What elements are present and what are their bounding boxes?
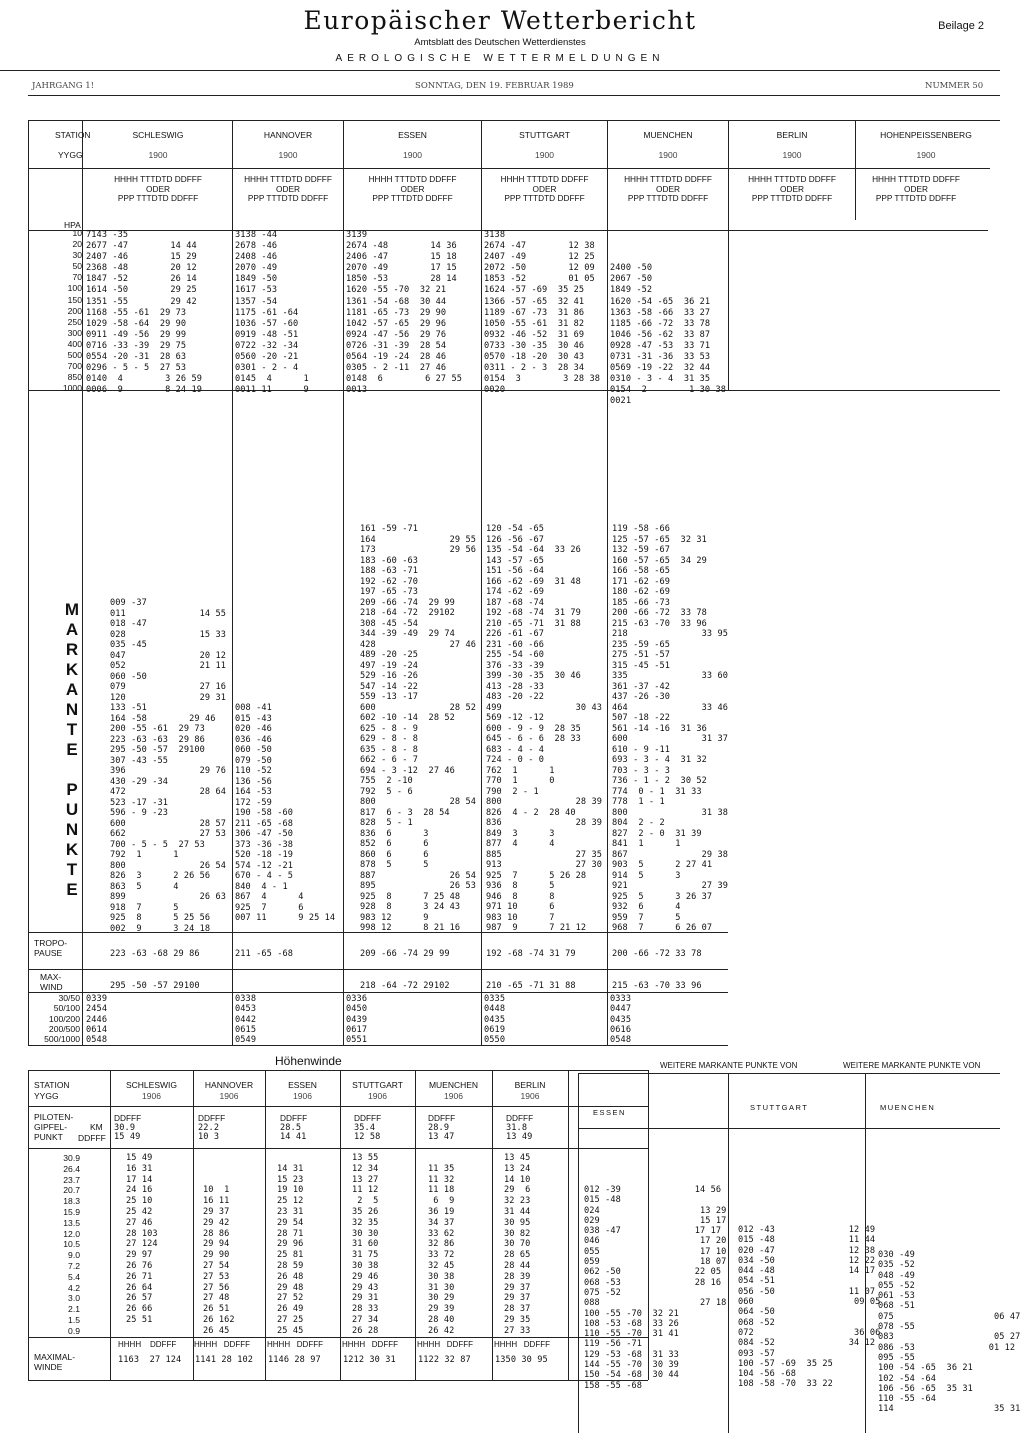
maxwind-label: MAX- WIND — [40, 972, 63, 992]
standard-data-schleswig: 7143 -35 2677 -47 14 44 2407 -46 15 29 2368 -48 20 12 1847 -52 26 14 1614 -50 29 25 1351 -55 29 42 1168 -55 -61 29 73 1029 -58 -64 29 90 0911 -49 -56 29 99 0716 -33 -39 29 75 0554 -20 -31 28 63 0296 - 5 - 5 27 53 0140 4 3 26 59 0006 9 8 24 19 — [86, 230, 203, 396]
ddfff-label: DDFFF — [446, 1340, 473, 1349]
hoehen-max-rule — [28, 1337, 648, 1338]
layer-labels — [30, 993, 80, 1044]
gipfel-schleswig — [114, 1112, 141, 1141]
gipfel-value: 13 47 — [428, 1131, 455, 1142]
maxwinde-stuttgart — [343, 1356, 396, 1365]
hoehen-yygg-berlin: 1906 — [520, 1091, 540, 1101]
markante-letter: E — [66, 740, 78, 759]
col-header-line1: HHHH TTTDTD DDFFF — [500, 174, 589, 184]
header-rule — [0, 70, 1000, 71]
col-header-line3: PPP TTTDTD DDFFF — [875, 193, 957, 203]
max-hdr-schleswig — [118, 1340, 176, 1349]
hhhh-label: HHHH — [194, 1340, 218, 1349]
station-hannover: HANNOVER — [263, 130, 313, 140]
issue-date: SONNTAG, DEN 19. FEBRUAR 1989 — [415, 81, 574, 91]
max-hdr-muenchen — [417, 1340, 473, 1349]
markante-data-stuttgart: 120 -54 -65 126 -56 -67 135 -54 -64 33 26 143 -57 -65 151 -56 -64 166 -62 -69 31 48 174 -62 -69 187 -68 -74 192 -68 -74 31 79 210 -65 -71 31 88 226 -61 -67 231 -60 -66 255 -54 -60 376 -33 -39 399 -30 -35 30 46 413 -28 -33 483 -20 -22 499 30 43 569 -12 -12 600 - 9 - 9 28 35 645 - 6 - 6 28 33 683 - 4 - 4 724 - 0 - 0 762 1 1 770 1 0 790 2 - 1 800 28 39 826 4 - 2 28 40 836 28 39 849 3 3 877 4 4 885 27 35 913 27 30 925 7 5 26 28 936 8 5 946 8 8 971 10 6 983 10 7 987 9 7 21 12 — [486, 524, 603, 933]
markante-data-schleswig: 009 -37 011 14 55 018 -47 028 15 33 035 -45 047 20 12 052 21 11 060 -50 079 27 16 120 29 31 133 -51 164 -58 29 46 200 -55 -61 29 73 223 -63 -63 29 86 295 -50 -57 29100 307 -43 -55 396 29 76 430 -29 -34 472 28 64 523 -17 -31 596 - 9 -23 600 28 57 662 27 53 700 - 5 - 5 27 53 792 1 1 800 26 54 826 3 2 26 56 863 5 4 899 26 63 918 7 5 925 8 5 25 56 002 9 3 24 18 — [110, 598, 227, 934]
maxwinde-hannover — [195, 1356, 253, 1365]
weitere-title-2: WEITERE MARKANTE PUNKTE VON — [843, 1061, 981, 1070]
top-table-left — [28, 120, 29, 1045]
col-header-line1: HHHH TTTDTD DDFFF — [872, 174, 960, 184]
weitere-stuttgart-data: 012 -43 12 49 015 -48 11 44 020 -47 12 38 034 -50 12 22 044 -48 14 17 054 -51 056 -50 11 07 060 09 05 064 -50 068 -52 072 36 06 084 -52 34 12 093 -57 100 -57 -69 35 25 104 -56 -68 108 -58 -70 33 22 — [738, 1225, 881, 1390]
markante-data-hannover: 008 -41 015 -43 020 -46 036 -46 060 -50 079 -50 110 -52 136 -56 164 -53 172 -59 190 -58 -60 211 -65 -68 306 -47 -50 373 -36 -38 520 -18 -19 574 -12 -21 670 - 4 - 5 840 4 - 1 867 4 4 925 7 6 007 11 9 25 14 — [235, 703, 336, 923]
km-label: KM — [90, 1122, 103, 1132]
gipfel-ddfff: DDFFF — [428, 1113, 456, 1123]
hoehen-values-essen: 14 31 15 23 19 10 25 12 23 31 29 54 28 71 29 96 25 81 28 59 26 48 29 48 27 52 26 49 27 25 25 45 — [277, 1163, 304, 1336]
hoehen-values-muenchen: 11 35 11 32 11 18 6 9 36 19 34 37 33 62 32 86 33 72 32 45 30 38 31 30 30 29 29 39 28 40 26 42 — [428, 1163, 455, 1336]
col-header-essen — [344, 175, 481, 204]
hoehenwinde-title: Höhenwinde — [275, 1054, 342, 1068]
max-hdr-berlin — [494, 1340, 550, 1349]
gipfel-muenchen — [428, 1112, 455, 1141]
maximalwinde-label: MAXIMAL- WINDE — [34, 1352, 76, 1372]
hpa-levels — [32, 228, 82, 394]
hpa-level: 100 — [67, 283, 82, 294]
hoehen-yygg-stuttgart: 1906 — [368, 1091, 387, 1101]
hoehen-station-muenchen: MUENCHEN — [428, 1080, 479, 1090]
station-muenchen: MUENCHEN — [643, 130, 693, 140]
hhhh-label: HHHH — [267, 1340, 291, 1349]
gipfel-essen — [280, 1112, 307, 1141]
col-header-line2: ODER — [656, 183, 680, 194]
hpa-level: 1000 — [62, 383, 82, 394]
col-header-line3: PPP TTTDTD DDFFF — [117, 193, 199, 203]
piloten-label: PILOTEN- GIPFEL- PUNKT — [34, 1112, 74, 1142]
weitere-essen-label: ESSEN — [593, 1108, 626, 1117]
markante-letter: N — [65, 820, 79, 839]
hoehen-col-4 — [415, 1070, 416, 1380]
col-header-line1: HHHH TTTDTD DDFFF — [624, 174, 712, 184]
km-level: 30.9 — [63, 1153, 80, 1163]
col-header-line3: PPP TTTDTD DDFFF — [751, 193, 833, 203]
hoehen-col-3 — [340, 1070, 341, 1380]
layer-label: 200/500 — [48, 1023, 80, 1034]
report-title: Europäischer Wetterbericht — [303, 6, 697, 35]
maxwinde-ddfff: 30 31 — [369, 1355, 396, 1365]
layer-label: 30/50 — [58, 993, 80, 1003]
markante-letter: A — [65, 620, 79, 639]
label-col-rule — [82, 120, 83, 1045]
tropopause-label: TROPO- PAUSE — [34, 938, 68, 958]
col-header-line2: ODER — [532, 183, 557, 194]
gipfel-ddfff: DDFFF — [198, 1113, 226, 1123]
station-row-rule — [28, 168, 990, 169]
ddfff-label: DDFFF — [78, 1133, 106, 1143]
markante-letter: T — [66, 720, 78, 739]
hpa-level: 300 — [67, 327, 82, 338]
hoehen-col-6 — [568, 1070, 569, 1380]
tropo-essen: 209 -66 -74 29 99 — [360, 949, 450, 959]
layers-schleswig: 0339 2454 2446 0614 0548 — [86, 994, 108, 1046]
hpa-label: HPA — [64, 220, 81, 230]
maxwinde-essen — [268, 1356, 321, 1365]
maxwinde-hhhh: 1163 — [118, 1355, 140, 1365]
tropo-stuttgart: 192 -68 -74 31 79 — [486, 949, 576, 959]
gipfel-km: 28.9 — [428, 1123, 450, 1133]
station-berlin: BERLIN — [776, 130, 808, 140]
col-header-line1: HHHH TTTDTD DDFFF — [748, 174, 836, 184]
yygg-hohenpeissenberg: 1900 — [916, 150, 936, 160]
station-hohenpeissenberg: HOHENPEISSENBERG — [880, 130, 972, 140]
ddfff-label: DDFFF — [523, 1340, 550, 1349]
gipfel-value: 12 58 — [354, 1131, 381, 1142]
maxwind-muenchen: 215 -63 -70 33 96 — [612, 981, 702, 991]
layer-label: 500/1000 — [44, 1034, 80, 1045]
gipfel-km: 28.5 — [280, 1123, 302, 1133]
gipfel-km: 31.8 — [506, 1123, 528, 1133]
hpa-level: 50 — [72, 261, 82, 272]
layer-label: 100/200 — [48, 1013, 80, 1024]
km-level: 23.7 — [63, 1174, 80, 1185]
hoehen-col-1 — [193, 1070, 194, 1380]
ddfff-label: DDFFF — [223, 1340, 250, 1349]
maxwinde-hhhh: 1122 — [418, 1355, 440, 1365]
hoehen-yygg-essen: 1906 — [293, 1091, 312, 1101]
jahrgang: JAHRGANG 1! — [32, 81, 95, 91]
gipfel-km: 30.9 — [114, 1123, 136, 1133]
gipfel-ddfff: DDFFF — [506, 1113, 534, 1123]
weitere-top-rule — [578, 1073, 1000, 1074]
markante-letter: M — [64, 600, 80, 619]
km-level: 4.2 — [68, 1282, 80, 1293]
hpa-level: 30 — [72, 250, 82, 261]
km-level: 10.5 — [63, 1239, 80, 1250]
maxwinde-ddfff: 30 95 — [521, 1355, 548, 1365]
yygg-schleswig: 1900 — [148, 150, 168, 160]
yygg-hannover: 1900 — [278, 150, 298, 160]
km-level: 20.7 — [63, 1185, 80, 1196]
hoehen-station-hannover: HANNOVER — [204, 1080, 254, 1090]
gipfel-ddfff: DDFFF — [280, 1113, 308, 1123]
hoehen-yygg-hannover: 1906 — [219, 1091, 239, 1101]
markante-letter: K — [65, 840, 79, 859]
markante-data-muenchen: 119 -58 -66 125 -57 -65 32 31 132 -59 -67 160 -57 -65 34 29 166 -58 -65 171 -62 -69 180 -62 -69 185 -66 -73 200 -66 -72 33 78 215 -63 -70 33 96 218 33 95 235 -59 -65 275 -51 -57 315 -45 -51 335 33 60 361 -37 -42 437 -26 -30 464 33 46 507 -18 -22 561 -14 -16 31 36 600 31 37 610 - 9 -11 693 - 3 - 4 31 32 703 - 3 - 3 736 - 1 - 2 30 52 774 0 - 1 31 33 778 1 - 1 800 31 38 804 2 - 2 827 2 - 0 31 39 841 1 1 867 29 38 903 5 2 27 41 914 5 3 921 27 39 925 5 3 26 37 932 6 4 959 7 5 968 7 6 26 07 — [612, 524, 729, 933]
maxwinde-ddfff: 27 124 — [149, 1355, 182, 1365]
hoehen-values-schleswig: 15 49 16 31 17 14 24 16 25 10 25 42 27 46 28 103 27 124 29 97 26 76 26 71 26 64 26 57 26 66 25 51 — [126, 1153, 158, 1325]
layers-hannover: 0338 0453 0442 0615 0549 — [235, 994, 257, 1046]
station-stuttgart: STUTTGART — [519, 130, 570, 140]
layer-label: 50/100 — [53, 1003, 80, 1014]
hoehen-values-hannover: 10 1 16 11 29 37 29 42 28 86 29 94 29 90 27 54 27 53 27 56 27 48 26 51 26 162 26 45 — [203, 1185, 235, 1336]
col-header-line3: PPP TTTDTD DDFFF — [627, 193, 709, 203]
markante-letter: U — [65, 800, 79, 819]
hoehen-values-stuttgart: 13 55 12 34 13 27 11 12 2 5 35 26 32 35 30 30 31 60 31 75 30 38 29 46 29 43 29 31 28 33 27 34 26 28 — [352, 1153, 379, 1336]
gipfel-ddfff: DDFFF — [354, 1113, 382, 1123]
section-title: AEROLOGISCHE WETTERMELDUNGEN — [335, 53, 665, 64]
standard-data-hannover: 3138 -44 2678 -46 2408 -46 2070 -49 1849 -50 1617 -53 1357 -54 1175 -61 -64 1036 -57 -60 0919 -48 -51 0722 -32 -34 0560 -20 -21 0301 - 2 - 4 0145 4 1 0011 11 9 — [235, 230, 309, 396]
markante-spacer — [62, 760, 82, 780]
hpa-level: 150 — [67, 294, 82, 305]
markante-letter: R — [65, 640, 79, 659]
gipfel-value: 14 41 — [280, 1131, 307, 1142]
maxwinde-hhhh: 1350 — [495, 1355, 517, 1365]
hoehen-station-label: STATION — [34, 1080, 70, 1090]
km-level: 5.4 — [68, 1271, 80, 1282]
hoehen-station-berlin: BERLIN — [514, 1080, 546, 1090]
hoehen-values-berlin: 13 45 13 24 14 10 29 6 32 23 31 44 30 95 30 82 30 70 28 65 28 44 28 39 29 37 29 37 28 37 29 35 27 33 — [504, 1153, 531, 1336]
col-header-line2: ODER — [276, 183, 300, 194]
weitere-stuttgart-label: STUTTGART — [750, 1103, 809, 1112]
km-level: 9.0 — [68, 1250, 80, 1261]
maxwind-schleswig: 295 -50 -57 29100 — [110, 981, 200, 991]
markante-punkte-label — [62, 600, 82, 900]
weitere-left-rule — [578, 1073, 579, 1433]
col-header-line3: PPP TTTDTD DDFFF — [247, 193, 329, 203]
yygg-muenchen: 1900 — [658, 150, 678, 160]
ddfff-label: DDFFF — [371, 1340, 398, 1349]
col-header-berlin — [729, 175, 855, 204]
markante-letter: A — [65, 680, 79, 699]
markante-letter: E — [66, 880, 78, 899]
max-hdr-stuttgart — [342, 1340, 398, 1349]
maxwinde-ddfff: 28 102 — [221, 1355, 254, 1365]
gipfel-berlin — [506, 1112, 533, 1141]
standard-data-essen: 3139 2674 -48 14 36 2406 -47 15 18 2070 -49 17 15 1850 -53 28 14 1620 -55 -70 32 21 1361 -54 -68 30 44 1181 -65 -73 29 90 1042 -57 -65 29 96 0924 -47 -56 29 76 0726 -31 -39 28 54 0564 -19 -24 28 46 0305 - 2 -11 27 46 0148 6 6 27 55 0013 — [346, 230, 463, 396]
hoehen-col-0 — [110, 1070, 111, 1380]
standard-data-stuttgart: 3138 2674 -47 12 38 2407 -49 12 25 2072 -50 12 09 1853 -52 01 05 1624 -57 -69 35 25 1366 -57 -65 32 41 1189 -67 -73 31 86 1050 -55 -61 31 82 0932 -46 -52 31 69 0733 -30 -35 30 46 0570 -18 -20 30 43 0311 - 2 - 3 28 34 0154 3 3 28 38 0020 — [484, 230, 601, 396]
hoehen-yygg-label: YYGG — [34, 1091, 59, 1101]
gipfel-stuttgart — [354, 1112, 381, 1141]
gipfel-km: 22.2 — [198, 1123, 220, 1133]
hoehen-yygg-muenchen: 1906 — [444, 1091, 463, 1101]
markante-letter: P — [66, 780, 78, 799]
col-header-line1: HHHH TTTDTD DDFFF — [114, 174, 202, 184]
tropo-schleswig: 223 -63 -68 29 86 — [110, 949, 200, 959]
col-header-line3: PPP TTTDTD DDFFF — [372, 193, 453, 203]
gipfel-km: 35.4 — [354, 1123, 376, 1133]
col-header-line3: PPP TTTDTD DDFFF — [504, 193, 585, 203]
maxwinde-hhhh: 1141 — [195, 1355, 217, 1365]
yygg-label: YYGG — [58, 150, 83, 160]
hoehen-station-essen: ESSEN — [288, 1080, 317, 1090]
col-header-line1: HHHH TTTDTD DDFFF — [244, 174, 332, 184]
markante-letter: T — [66, 860, 78, 879]
station-schleswig: SCHLESWIG — [132, 130, 184, 140]
km-level: 2.1 — [68, 1304, 80, 1315]
yygg-essen: 1900 — [403, 150, 422, 160]
col-sep-3 — [481, 120, 482, 1045]
col-sep-2 — [343, 120, 344, 1045]
col-sep-5 — [728, 120, 729, 390]
km-level: 3.0 — [68, 1293, 80, 1304]
maxwinde-ddfff: 28 97 — [294, 1355, 321, 1365]
maxwinde-berlin — [495, 1356, 548, 1365]
hoehen-top-rule — [28, 1070, 648, 1071]
hoehen-yygg-schleswig: 1906 — [142, 1091, 161, 1101]
hpa-level: 70 — [72, 272, 82, 283]
hoehen-station-stuttgart: STUTTGART — [352, 1080, 403, 1090]
km-level: 15.9 — [63, 1206, 80, 1217]
station-label: STATION — [55, 130, 91, 140]
weitere-title-1: WEITERE MARKANTE PUNKTE VON — [660, 1061, 798, 1070]
layers-stuttgart: 0335 0448 0435 0619 0550 — [484, 994, 506, 1046]
hoehen-station-rule — [28, 1106, 648, 1107]
report-subtitle: Amtsblatt des Deutschen Wetterdienstes — [414, 37, 586, 48]
col-header-schleswig — [83, 175, 233, 204]
maxwinde-hhhh: 1212 — [343, 1355, 365, 1365]
hoehen-bottom-rule — [28, 1380, 648, 1381]
hoehen-col-5 — [492, 1070, 493, 1380]
hhhh-label: HHHH — [118, 1340, 142, 1349]
hpa-level: 850 — [67, 372, 82, 383]
standard-data-muenchen: 2400 -50 2067 -50 1849 -52 1620 -54 -65 36 21 1363 -58 -66 33 27 1185 -66 -72 33 78 1046 -56 -62 33 87 0928 -47 -53 33 71 0731 -31 -36 33 53 0569 -19 -22 32 44 0310 - 3 - 4 31 35 0154 2 1 30 38 0021 — [610, 263, 727, 407]
hoehen-station-schleswig: SCHLESWIG — [125, 1080, 177, 1090]
weitere-muenchen-label: MUENCHEN — [880, 1103, 936, 1112]
col-header-line2: ODER — [904, 183, 928, 194]
tropo-bottom-rule — [28, 969, 728, 970]
hhhh-label: HHHH — [417, 1340, 441, 1349]
col-sep-4 — [607, 120, 608, 1045]
markante-data-essen: 161 -59 -71 164 29 55 173 29 56 183 -60 -63 188 -63 -71 192 -62 -70 197 -65 -73 209 -66 -74 29 99 218 -64 -72 29102 308 -45 -54 344 -39 -49 29 74 428 27 46 489 -20 -25 497 -19 -24 529 -16 -26 547 -14 -22 559 -13 -17 600 28 52 602 -10 -14 28 52 625 - 8 - 9 629 - 8 - 8 635 - 8 - 8 662 - 6 - 7 694 - 3 -12 27 46 755 2 -10 792 5 - 6 800 28 54 817 6 - 3 28 54 828 5 - 1 836 6 3 852 6 6 860 6 6 878 5 5 887 26 54 895 26 53 925 8 7 25 48 928 8 3 24 43 983 12 9 998 12 8 21 16 — [360, 524, 477, 933]
maxwinde-hhhh: 1146 — [268, 1355, 290, 1365]
col-header-hohenpeissenberg — [856, 175, 976, 204]
col-header-line1: HHHH TTTDTD DDFFF — [368, 174, 457, 184]
km-level: 1.5 — [68, 1314, 80, 1325]
hpa-level: 10 — [72, 228, 82, 238]
yygg-berlin: 1900 — [782, 150, 802, 160]
col-sep-1 — [232, 120, 233, 1045]
km-level: 0.9 — [68, 1325, 80, 1336]
hpa-level: 200 — [67, 305, 82, 316]
km-level: 13.5 — [63, 1217, 80, 1228]
hpa-level: 20 — [72, 239, 82, 250]
km-level: 18.3 — [63, 1196, 80, 1207]
hoehen-col-2 — [265, 1070, 266, 1380]
layers-muenchen: 0333 0447 0435 0616 0548 — [610, 994, 632, 1046]
km-levels — [40, 1153, 80, 1337]
weitere-muenchen-data: 030 -49 035 -52 048 -49 055 -52 061 -53 068 -51 075 06 47 078 -55 083 05 27 086 -53 01 12 095 -55 100 -54 -65 36 21 102 -54 -64 106 -56 -65 35 31 110 -55 -64 114 35 31 — [878, 1250, 1020, 1415]
markante-letter: N — [65, 700, 79, 719]
maxwind-bottom-rule — [28, 992, 728, 993]
max-hdr-hannover — [194, 1340, 250, 1349]
maxwind-stuttgart: 210 -65 -71 31 88 — [486, 981, 576, 991]
layers-essen: 0336 0450 0439 0617 0551 — [346, 994, 368, 1046]
col-header-line2: ODER — [146, 183, 170, 194]
hpa-level: 400 — [67, 338, 82, 349]
km-level: 7.2 — [68, 1260, 80, 1271]
hpa-level: 700 — [67, 361, 82, 372]
maxwind-essen: 218 -64 -72 29102 — [360, 981, 450, 991]
hhhh-label: HHHH — [342, 1340, 366, 1349]
hoehen-gipfel-rule — [28, 1148, 648, 1149]
ddfff-label: DDFFF — [150, 1340, 177, 1349]
station-essen: ESSEN — [398, 130, 427, 140]
yygg-stuttgart: 1900 — [535, 150, 554, 160]
gipfel-value: 10 3 — [198, 1131, 220, 1142]
hpa-level: 250 — [67, 316, 82, 327]
maxwinde-muenchen — [418, 1356, 471, 1365]
maxwinde-schleswig — [118, 1356, 181, 1365]
tropo-muenchen: 200 -66 -72 33 78 — [612, 949, 702, 959]
hhhh-label: HHHH — [494, 1340, 518, 1349]
weitere-col-rule-1 — [728, 1073, 729, 1433]
max-hdr-essen — [267, 1340, 323, 1349]
beilage-label: Beilage 2 — [938, 20, 984, 32]
header-rule-2 — [28, 95, 1000, 96]
hoehen-left-rule — [28, 1070, 29, 1380]
col-header-hannover — [233, 175, 343, 204]
issue-number: NUMMER 50 — [925, 81, 984, 91]
weitere-essen-data: 012 -39 14 56 015 -48 024 13 29 029 15 17 038 -47 17 17 046 17 20 055 17 10 059 18 07 062 -50 22 05 068 -53 28 16 075 -52 088 27 18 100 -55 -70 32 21 108 -53 -68 33 26 110 -55 -70 31 41 119 -56 -71 129 -53 -68 31 33 144 -55 -70 30 39 150 -54 -68 30 44 158 -55 -68 — [584, 1185, 727, 1391]
km-level: 26.4 — [63, 1163, 80, 1174]
col-header-stuttgart — [482, 175, 607, 204]
km-level: 12.0 — [63, 1228, 80, 1239]
col-header-muenchen — [608, 175, 728, 204]
tropo-hannover: 211 -65 -68 — [235, 949, 294, 959]
gipfel-value: 15 49 — [114, 1131, 141, 1142]
maxwinde-ddfff: 32 87 — [444, 1355, 471, 1365]
ddfff-label: DDFFF — [296, 1340, 323, 1349]
gipfel-value: 13 49 — [506, 1131, 533, 1142]
hpa-level: 500 — [67, 350, 82, 361]
gipfel-ddfff: DDFFF — [114, 1113, 142, 1123]
gipfel-hannover — [198, 1112, 225, 1141]
col-header-line2: ODER — [780, 183, 804, 194]
col-header-line2: ODER — [400, 183, 425, 194]
markante-letter: K — [65, 660, 79, 679]
weitere-header-rule — [578, 1128, 1000, 1129]
